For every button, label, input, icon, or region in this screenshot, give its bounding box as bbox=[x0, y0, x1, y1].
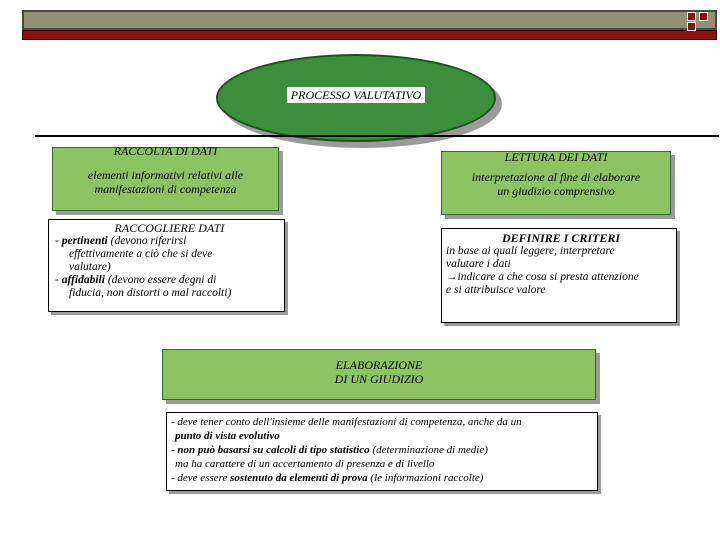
raccolta-line-2: manifestazioni di competenza bbox=[94, 182, 237, 196]
desc-line-5-prefix: - deve essere bbox=[171, 472, 231, 484]
desc-line-3-bold: non può basarsi su calcoli di tipo statistico bbox=[177, 444, 370, 456]
corner-square-icon bbox=[687, 22, 696, 31]
keyword-affidabili: affidabili bbox=[61, 274, 105, 286]
desc-line-5-bold: sostenuto da elementi di prova bbox=[230, 472, 368, 484]
corner-square-icon bbox=[687, 12, 696, 21]
elaborazione-details-box bbox=[166, 412, 598, 491]
slide-title-bar bbox=[22, 10, 717, 40]
desc-line-2: punto di vista evolutivo bbox=[175, 430, 280, 442]
raccolta-heading: RACCOLTA DI DATI bbox=[113, 144, 218, 158]
keyword-pertinenti: pertinenti bbox=[61, 235, 108, 247]
elaborazione-giudizio-box bbox=[162, 349, 596, 400]
title-bar-accent bbox=[22, 30, 717, 40]
desc-line-4: ma ha carattere di un accertamento di presenza e di livello bbox=[175, 458, 435, 470]
raccogliere-heading: RACCOGLIERE DATI bbox=[114, 221, 225, 235]
process-title: PROCESSO VALUTATIVO bbox=[287, 87, 425, 103]
definire-criteri-box bbox=[441, 228, 677, 323]
bullet-dash: - bbox=[55, 274, 62, 286]
corner-square-icon bbox=[699, 12, 708, 21]
desc-line-3 bbox=[171, 443, 597, 457]
lettura-line-1: interpretazione al fine di elaborare bbox=[471, 170, 641, 184]
elaborazione-line-2: DI UN GIUDIZIO bbox=[334, 372, 424, 386]
raccogliere-line-3: valutare) bbox=[69, 261, 111, 273]
desc-line-5-rest: (le informazioni raccolte) bbox=[367, 472, 484, 484]
lettura-line-2: un giudizio comprensivo bbox=[497, 184, 615, 198]
definire-heading: DEFINIRE I CRITERI bbox=[501, 231, 621, 245]
desc-line-3-rest: (determinazione di medie) bbox=[369, 444, 488, 456]
definire-line-2: valutare i dati bbox=[446, 258, 511, 270]
arrow-right-icon: → bbox=[446, 271, 458, 283]
raccogliere-line-4-rest: (devono essere degni di bbox=[104, 274, 217, 286]
raccogliere-line-5: fiducia, non distorti o mal raccolti) bbox=[69, 287, 232, 299]
title-bar-top bbox=[22, 10, 717, 30]
bullet-dash: - bbox=[171, 444, 178, 456]
raccogliere-dati-box bbox=[48, 219, 285, 312]
horizontal-divider bbox=[35, 135, 719, 137]
definire-line-1: in base ai quali leggere, interpretare bbox=[446, 245, 615, 257]
raccogliere-line-4 bbox=[55, 274, 284, 287]
definire-line-3 bbox=[446, 271, 676, 284]
raccogliere-line-1 bbox=[55, 235, 284, 248]
raccogliere-line-2: effettivamente a ciò che si deve bbox=[69, 248, 213, 260]
definire-line-4: e si attribuisce valore bbox=[446, 284, 546, 296]
desc-line-1: - deve tener conto dell'insieme delle manifestazioni di competenza, anche da un bbox=[171, 416, 522, 428]
elaborazione-line-1: ELABORAZIONE bbox=[335, 358, 423, 372]
desc-line-5 bbox=[171, 471, 597, 485]
lettura-dati-box bbox=[441, 151, 671, 215]
definire-line-3-text: indicare a che cosa si presta attenzione bbox=[457, 271, 639, 283]
raccogliere-line-1-rest: (devono riferirsi bbox=[107, 235, 187, 247]
lettura-heading: LETTURA DEI DATI bbox=[504, 150, 608, 164]
raccolta-line-1: elementi informativi relativi alle bbox=[87, 168, 244, 182]
bullet-dash: - bbox=[55, 235, 62, 247]
raccolta-dati-box bbox=[52, 144, 279, 211]
